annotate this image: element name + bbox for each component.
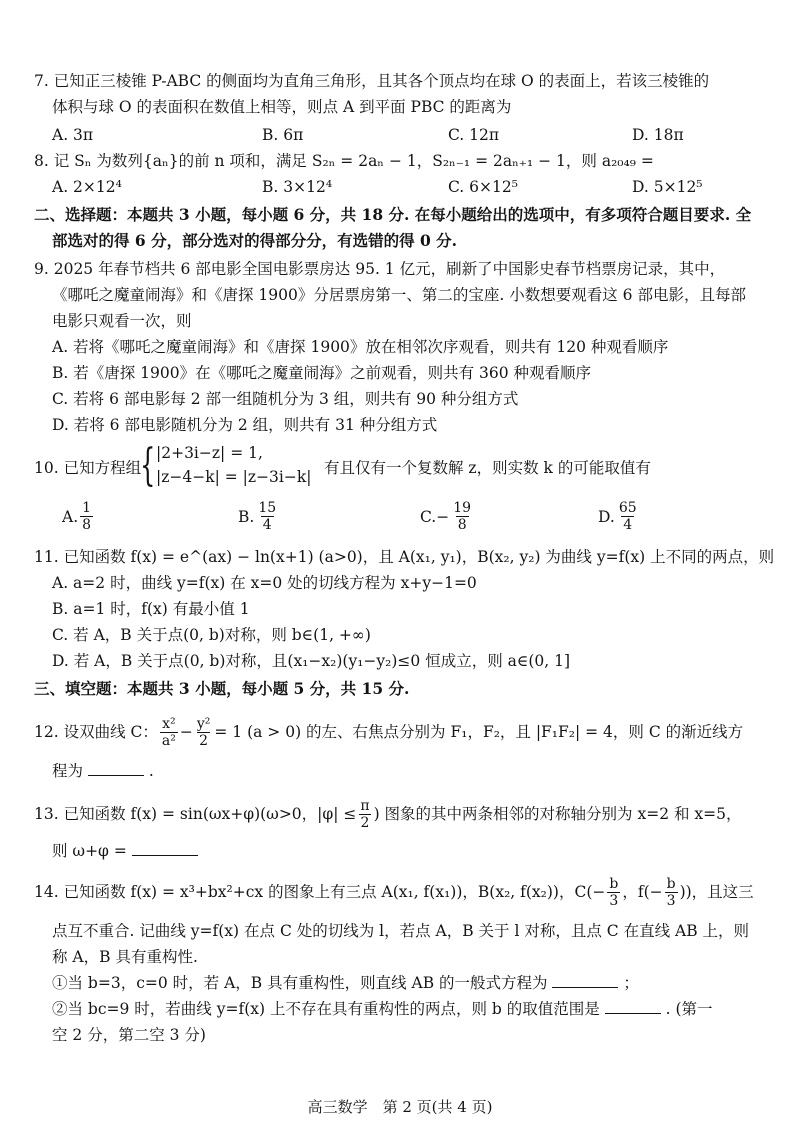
q12-fraction-x	[160, 716, 178, 749]
q13-fraction	[358, 798, 371, 831]
q7-stem-line1: 7. 已知正三棱锥 P-ABC 的侧面均为直角三角形，且其各个顶点均在球 O 的表面上，若该三棱锥的	[34, 72, 710, 90]
q14-item1-end: ；	[623, 974, 639, 992]
q12-line2: 程为 .	[52, 762, 154, 780]
q10-option-c-label: C.	[420, 507, 437, 526]
q7-stem-line2: 体积与球 O 的表面积在数值上相等，则点 A 到平面 PBC 的距离为	[52, 98, 512, 116]
q10-options	[52, 500, 782, 540]
q10-option-b-denominator: 4	[262, 517, 272, 533]
q10-option-d-fraction	[617, 500, 639, 533]
q10-option-c	[420, 500, 475, 533]
q8-stem: 8. 记 Sₙ 为数列{aₙ}的前 n 项和，满足 S₂ₙ = 2aₙ − 1，S₂ₙ₋₁ = 2aₙ₊₁ − 1，则 a₂₀₄₉ =	[34, 152, 654, 170]
q12-line2-text: 程为	[52, 762, 84, 780]
q11-stem: 11. 已知函数 f(x) = e^(ax) − ln(x+1) (a>0)，且 A(x₁, y₁)，B(x₂, y₂) 为曲线 y=f(x) 上不同的两点，则	[34, 548, 775, 566]
section2-heading-line1: 二、选择题：本题共 3 小题，每小题 6 分，共 18 分. 在每小题给出的选项中，有多项符合题目要求. 全	[34, 205, 752, 224]
q10-option-c-denominator: 8	[457, 517, 467, 533]
q10-prefix: 10. 已知方程组	[34, 459, 142, 477]
q9-option-c: C. 若将 6 部电影每 2 部一组随机分为 3 组，则共有 90 种分组方式	[52, 390, 519, 408]
q10-option-b-numerator: 15	[258, 500, 277, 516]
q10-option-d-numerator: 65	[618, 500, 637, 516]
q14-fraction-2-numerator: b	[666, 875, 676, 892]
q10-option-c-numerator: 19	[453, 500, 472, 516]
q8-options	[52, 176, 782, 198]
q10-option-c-sign: −	[436, 507, 450, 526]
q12-prefix: 12. 设双曲线 C：	[34, 723, 158, 741]
q13-line2	[52, 840, 778, 862]
q12-fraction-x-numerator: x²	[162, 715, 176, 732]
q9-stem-line2: 《哪吒之魔童闹海》和《唐探 1900》分居票房第一、第二的宝座. 小数想要观看这 6 部电影，且每部	[52, 286, 746, 304]
q11-option-a: A. a=2 时，曲线 y=f(x) 在 x=0 处的切线方程为 x+y−1=0	[52, 574, 477, 592]
q8-option-c: C. 6×12⁵	[448, 178, 518, 196]
q13-answer-blank[interactable]	[132, 841, 198, 856]
q11-option-d: D. 若 A，B 关于点(0, b)对称，且(x₁−x₂)(y₁−y₂)≤0 恒成立，则 a∈(0, 1]	[52, 652, 571, 670]
q10-equation-2: |z−4−k| = |z−3i−k|	[156, 468, 312, 486]
q13-fraction-numerator: π	[360, 797, 370, 814]
q12-fraction-y-numerator: y²	[196, 715, 211, 732]
q10-option-d	[598, 500, 641, 533]
q7-options	[52, 124, 782, 146]
q14-line3: 称 A，B 具有重构性.	[52, 948, 198, 966]
q14-item2-text: ②当 bc=9 时，若曲线 y=f(x) 上不存在具有重构性的两点，则 b 的取值范围是	[52, 1000, 600, 1018]
q14-item1-text: ①当 b=3，c=0 时，若 A，B 具有重构性，则直线 AB 的一般式方程为	[52, 974, 548, 992]
q9-option-b: B. 若《唐探 1900》在《哪吒之魔童闹海》之前观看，则共有 360 种观看顺序	[52, 364, 592, 382]
q12-minus: −	[179, 723, 193, 741]
q12-fraction-x-denominator: a²	[161, 732, 176, 749]
q12-suffix: = 1 (a > 0) 的左、右焦点分别为 F₁，F₂，且 |F₁F₂| = 4，则 C 的渐近线方	[214, 723, 744, 741]
q14-fraction-2-denominator: 3	[666, 892, 676, 909]
q14-item1	[52, 972, 778, 994]
q14-fraction-1	[607, 876, 620, 909]
q12-answer-blank[interactable]	[88, 761, 144, 776]
q12-fraction-y-denominator: 2	[199, 732, 209, 749]
q13-suffix: ) 图象的其中两条相邻的对称轴分别为 x=2 和 x=5，	[373, 805, 742, 823]
q11-option-b: B. a=1 时，f(x) 有最小值 1	[52, 600, 250, 618]
q10-option-a-denominator: 8	[82, 517, 92, 533]
q14-fraction-1-denominator: 3	[609, 892, 619, 909]
q14-line2: 点互不重合. 记曲线 y=f(x) 在点 C 处的切线为 l，若点 A，B 关于 l 对称，且点 C 在直线 AB 上，则	[52, 922, 750, 940]
q10-option-a-numerator: 1	[82, 500, 92, 516]
q14-item2-line2: 空 2 分，第二空 3 分)	[52, 1026, 206, 1044]
q14-item2-end: . (第一	[665, 1000, 713, 1018]
q11-option-c: C. 若 A，B 关于点(0, b)对称，则 b∈(1, +∞)	[52, 626, 371, 644]
q7-option-b: B. 6π	[262, 126, 304, 144]
q10-option-a	[62, 500, 95, 533]
q7-option-c: C. 12π	[448, 126, 500, 144]
q10-suffix: 有且仅有一个复数解 z，则实数 k 的可能取值有	[324, 459, 651, 477]
q12-stem	[34, 712, 778, 752]
q7-option-a: A. 3π	[52, 126, 94, 144]
q8-option-b: B. 3×12⁴	[262, 178, 333, 196]
q10-brace: {	[140, 440, 156, 491]
q9-stem-line3: 电影只观看一次，则	[52, 312, 192, 330]
q10-option-d-denominator: 4	[623, 517, 633, 533]
q14-item2	[52, 998, 778, 1020]
q14-line1-prefix: 14. 已知函数 f(x) = x³+bx²+cx 的图象上有三点 A(x₁, f(x₁))，B(x₂, f(x₂))，C(−	[34, 883, 606, 901]
q14-item2-answer-blank[interactable]	[605, 999, 661, 1014]
q9-option-d: D. 若将 6 部电影随机分为 2 组，则共有 31 种分组方式	[52, 416, 438, 434]
q14-line1	[34, 872, 778, 912]
q10-option-c-fraction	[451, 500, 473, 533]
q7-option-d: D. 18π	[632, 126, 684, 144]
q14-line1-suffix: ))，且这三	[679, 883, 754, 901]
q10-option-b-label: B.	[238, 507, 255, 526]
q10-option-d-label: D.	[598, 507, 615, 526]
section3-heading: 三、填空题：本题共 3 小题，每小题 5 分，共 15 分.	[34, 679, 410, 698]
q13-fraction-denominator: 2	[360, 814, 370, 831]
q10-equation-1: |2+3i−z| = 1,	[156, 444, 263, 462]
q13-line2-text: 则 ω+φ =	[52, 842, 127, 860]
q14-item1-answer-blank[interactable]	[552, 973, 618, 988]
q14-fraction-1-numerator: b	[609, 875, 619, 892]
page-footer: 高三数学 第 2 页(共 4 页)	[307, 1098, 493, 1116]
q14-line1-mid: ，f(−	[622, 883, 663, 901]
q9-option-a: A. 若将《哪吒之魔童闹海》和《唐探 1900》放在相邻次序观看，则共有 120 种观看顺序	[52, 338, 669, 356]
q10-option-b-fraction	[256, 500, 278, 533]
q9-stem-line1: 9. 2025 年春节档共 6 部电影全国电影票房达 95. 1 亿元，刷新了中国影史春节档票房记录，其中，	[34, 260, 726, 278]
q8-option-d: D. 5×12⁵	[632, 178, 703, 196]
q8-option-a: A. 2×12⁴	[52, 178, 122, 196]
q10-option-a-label: A.	[62, 507, 79, 526]
q13-prefix: 13. 已知函数 f(x) = sin(ωx+φ)(ω>0，|φ| ≤	[34, 805, 357, 823]
section2-heading-line2: 部选对的得 6 分，部分选对的得部分分，有选错的得 0 分.	[52, 231, 458, 250]
q12-fraction-y	[195, 716, 213, 749]
q10-option-a-fraction	[80, 500, 93, 533]
q14-fraction-2	[665, 876, 678, 909]
q10-option-b	[238, 500, 280, 533]
q13-stem	[34, 794, 778, 834]
